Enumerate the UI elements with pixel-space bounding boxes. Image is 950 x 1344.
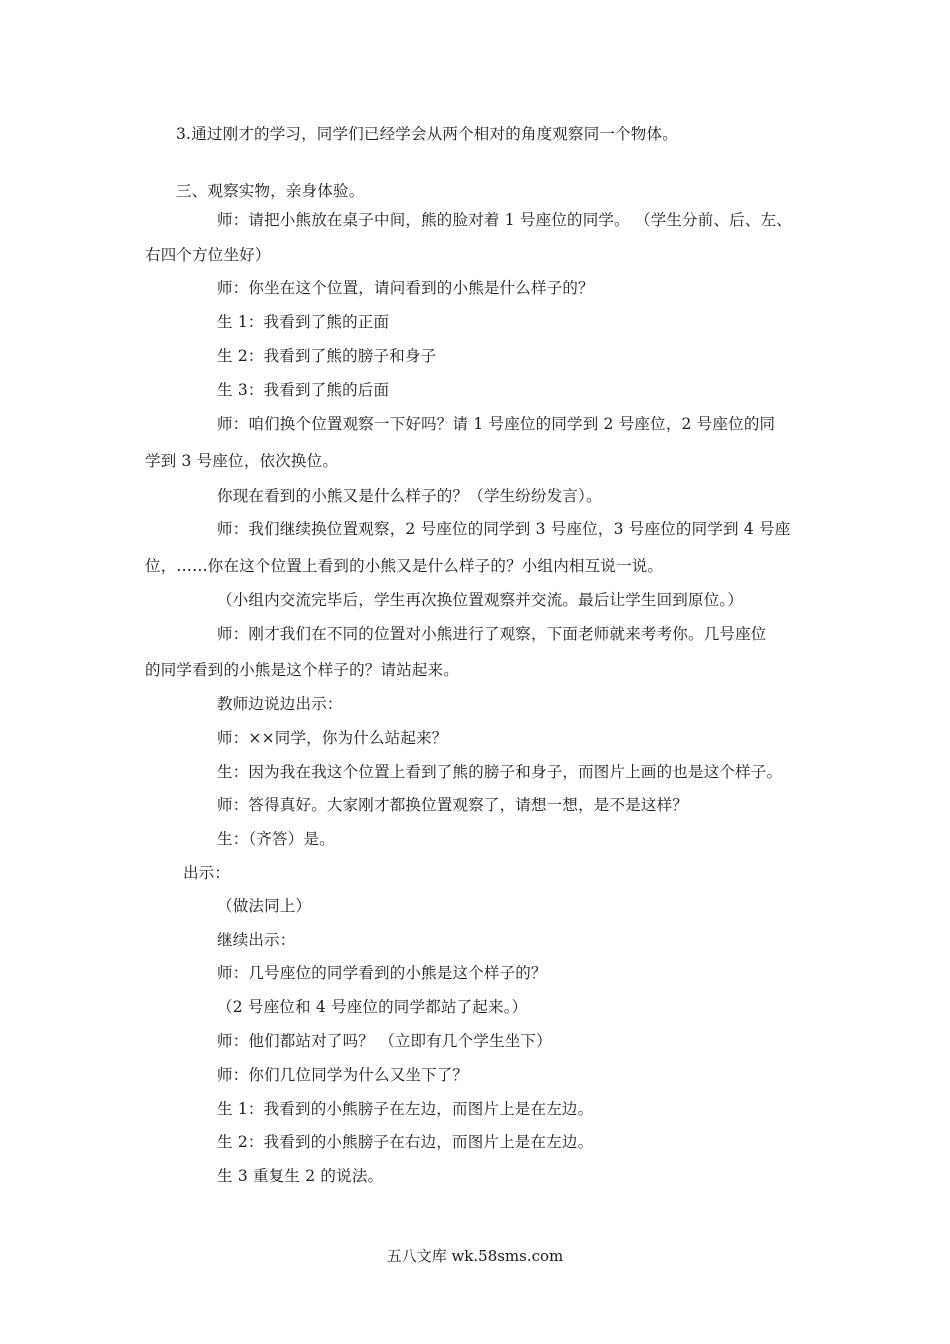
paragraph-continuation: 学到 3 号座位，依次换位。 <box>145 452 339 470</box>
paragraph: （2 号座位和 4 号座位的同学都站了起来。） <box>217 998 528 1016</box>
paragraph: 生 1：我看到了熊的正面 <box>217 313 390 331</box>
paragraph: 教师边说边出示： <box>217 695 343 713</box>
paragraph: 出示： <box>183 864 231 882</box>
paragraph: 师：你们几位同学为什么又坐下了？ <box>217 1066 469 1084</box>
paragraph: 3.通过刚才的学习，同学们已经学会从两个相对的角度观察同一个物体。 <box>176 125 678 143</box>
paragraph: 生 3 重复生 2 的说法。 <box>217 1167 384 1185</box>
paragraph: 师：你坐在这个位置，请问看到的小熊是什么样子的？ <box>217 279 594 297</box>
paragraph: 生 2：我看到的小熊膀子在右边，而图片上是在左边。 <box>217 1133 594 1151</box>
paragraph: 师：他们都站对了吗？ （立即有几个学生坐下） <box>217 1032 552 1050</box>
paragraph: 你现在看到的小熊又是什么样子的？（学生纷纷发言）。 <box>217 487 602 505</box>
paragraph: （小组内交流完毕后，学生再次换位置观察并交流。最后让学生回到原位。） <box>217 591 744 609</box>
paragraph: 师：刚才我们在不同的位置对小熊进行了观察，下面老师就来考考你。几号座位 <box>217 625 767 643</box>
paragraph-continuation: 位，……你在这个位置上看到的小熊又是什么样子的？小组内相互说一说。 <box>145 557 664 575</box>
paragraph-continuation: 右四个方位坐好） <box>145 246 271 264</box>
paragraph: 师：几号座位的同学看到的小熊是这个样子的？ <box>217 964 547 982</box>
paragraph: 继续出示： <box>217 931 296 949</box>
page-footer: 五八文库 wk.58sms.com <box>386 1247 564 1265</box>
paragraph-continuation: 的同学看到的小熊是这个样子的？请站起来。 <box>145 661 460 679</box>
paragraph: 生 1：我看到的小熊膀子在左边，而图片上是在左边。 <box>217 1100 594 1118</box>
paragraph: 师：咱们换个位置观察一下好吗？请 1 号座位的同学到 2 号座位，2 号座位的同 <box>217 415 776 433</box>
paragraph: 师：请把小熊放在桌子中间，熊的脸对着 1 号座位的同学。 （学生分前、后、左、 <box>217 211 792 229</box>
paragraph: 师：××同学，你为什么站起来？ <box>217 729 448 747</box>
paragraph: 生 2：我看到了熊的膀子和身子 <box>217 347 437 365</box>
paragraph: 师：答得真好。大家刚才都换位置观察了，请想一想，是不是这样？ <box>217 796 689 814</box>
paragraph: 生 3：我看到了熊的后面 <box>217 381 390 399</box>
paragraph: 生：因为我在我这个位置上看到了熊的膀子和身子，而图片上画的也是这个样子。 <box>217 763 783 781</box>
paragraph: 师：我们继续换位置观察，2 号座位的同学到 3 号座位，3 号座位的同学到 4 号座 <box>217 520 791 538</box>
section-heading: 三、观察实物，亲身体验。 <box>176 182 365 200</box>
paragraph: （做法同上） <box>217 897 312 915</box>
paragraph: 生：（齐答）是。 <box>217 830 335 848</box>
